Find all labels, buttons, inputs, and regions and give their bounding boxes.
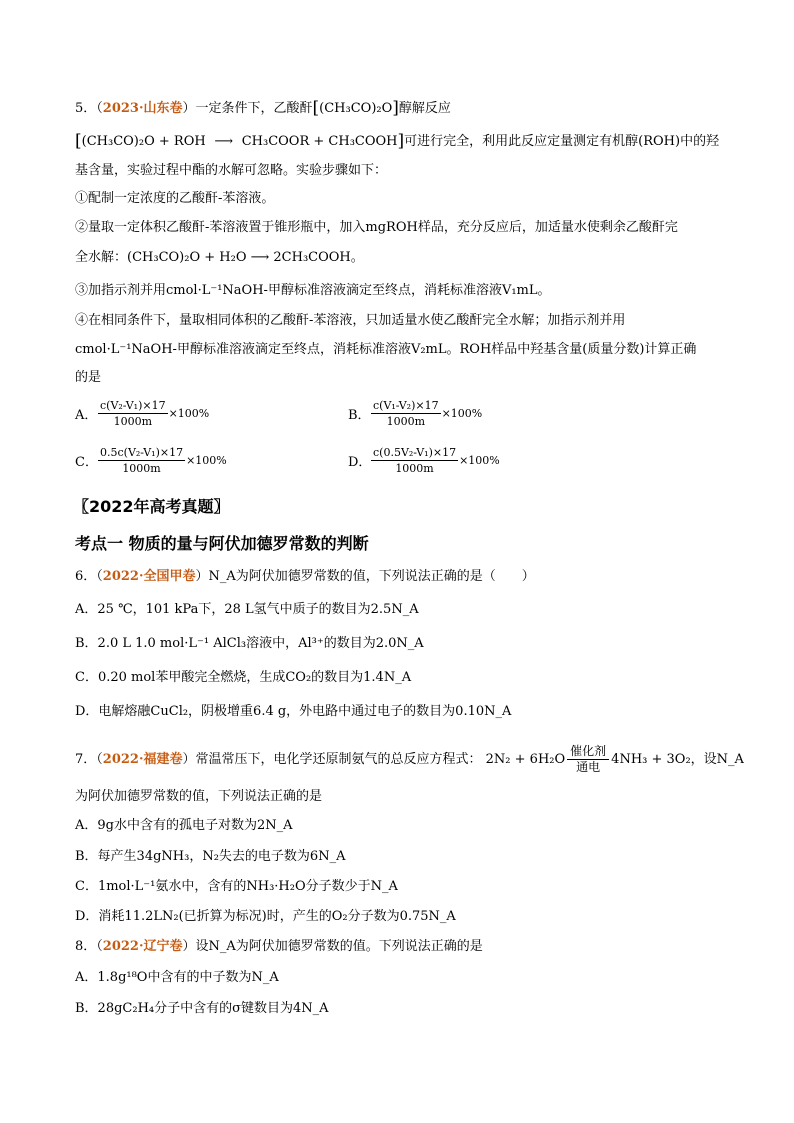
- q5-line2: [(CH₃CO)₂O + ROH ⟶ CH₃COOR + CH₃COOH]可进行完全，利用此反应定量测定有机醇(ROH)中的羟: [75, 131, 720, 151]
- q5-source: 2023·山东卷: [102, 101, 183, 116]
- q5-step3: ③加指示剂并用cmol·L⁻¹NaOH-甲醇标准溶液滴定至终点，消耗标准溶液V₁mL。: [75, 283, 551, 298]
- q8-stem: 8．（2022·辽宁卷）设N_A为阿伏加德罗常数的值。下列说法正确的是: [75, 939, 483, 954]
- q7-option-a[interactable]: A．9g水中含有的孤电子对数为2N_A: [75, 818, 293, 833]
- q5-reaction-lhs: (CH₃CO)₂O + ROH: [81, 134, 206, 149]
- q7-condition: 催化剂 通电: [567, 744, 609, 775]
- q5-hydrolysis-equation: (CH₃CO)₂O + H₂O ⟶ 2CH₃COOH: [127, 250, 351, 265]
- q5-option-c[interactable]: C． $\frac{\text{0.5c(V₂-V₁)×17}}{1000m}$ ×100%: [75, 446, 227, 475]
- q5-step4b: cmol·L⁻¹NaOH-甲醇标准溶液滴定至终点，消耗标准溶液V₂mL。ROH样品中羟基含量(质量分数)计算正确: [75, 342, 697, 357]
- q7-equation-rhs: 4NH₃ + 3O₂: [611, 752, 691, 767]
- q7-source: 2022·福建卷: [102, 752, 183, 767]
- q6-option-b[interactable]: B．2.0 L 1.0 mol·L⁻¹ AlCl₃溶液中，Al³⁺的数目为2.0N_A: [75, 636, 424, 651]
- q8-source: 2022·辽宁卷: [102, 939, 183, 954]
- q6-option-a[interactable]: A．25 ℃，101 kPa下，28 L氢气中质子的数目为2.5N_A: [75, 602, 419, 617]
- q5-number: 5．（: [75, 101, 103, 116]
- q5-option-a-fraction: $\frac{\text{c(V₂-V₁)×17}}{1000m}$: [100, 399, 166, 428]
- q5-option-d[interactable]: D． $\frac{\text{c(0.5V₂-V₁)×17}}{1000m}$ ×100%: [348, 446, 500, 475]
- q5-option-d-fraction: $\frac{\text{c(0.5V₂-V₁)×17}}{1000m}$: [373, 446, 457, 475]
- q6-source: 2022·全国甲卷: [102, 569, 196, 584]
- q7-stem-line2: 为阿伏加德罗常数的值，下列说法正确的是: [75, 789, 323, 804]
- q5-line3: 基含量，实验过程中酯的水解可忽略。实验步骤如下：: [75, 163, 388, 178]
- topic-title: 考点一 物质的量与阿伏加德罗常数的判断: [75, 534, 369, 553]
- q5-step1: ①配制一定浓度的乙酸酐-苯溶液。: [75, 191, 275, 206]
- q7-equation-lhs: 2N₂ + 6H₂O: [485, 752, 566, 767]
- q7-option-d[interactable]: D．消耗11.2LN₂(已折算为标况)时，产生的O₂分子数为0.75N_A: [75, 909, 456, 924]
- q5-step2a: ②量取一定体积乙酸酐-苯溶液置于锥形瓶中，加入mgROH样品，充分反应后，加适量水使剩余乙酸酐完: [75, 220, 678, 235]
- q7-option-b[interactable]: B．每产生34gNH₃，N₂失去的电子数为6N_A: [75, 849, 346, 864]
- q5-option-b-fraction: $\frac{\text{c(V₁-V₂)×17}}{1000m}$: [373, 399, 439, 428]
- q7-option-c[interactable]: C．1mol·L⁻¹氨水中，含有的NH₃·H₂O分子数少于N_A: [75, 879, 398, 894]
- q8-option-a[interactable]: A．1.8g¹⁸O中含有的中子数为N_A: [75, 970, 279, 985]
- q5-anhydride: (CH₃CO)₂O: [319, 101, 393, 116]
- q5-step4a: ④在相同条件下，量取相同体积的乙酸酐-苯溶液，只加适量水使乙酸酐完全水解；加指示剂并用: [75, 313, 626, 328]
- q8-option-b[interactable]: B．28gC₂H₄分子中含有的σ键数目为4N_A: [75, 1001, 329, 1016]
- q6-option-c[interactable]: C．0.20 mol苯甲酸完全燃烧，生成CO₂的数目为1.4N_A: [75, 670, 412, 685]
- q5-option-b[interactable]: B． $\frac{\text{c(V₁-V₂)×17}}{1000m}$ ×100%: [348, 399, 483, 428]
- q5-option-c-fraction: $\frac{\text{0.5c(V₂-V₁)×17}}{1000m}$: [100, 446, 184, 475]
- q6-option-d[interactable]: D．电解熔融CuCl₂，阴极增重6.4 g，外电路中通过电子的数目为0.10N_A: [75, 704, 512, 719]
- q5-option-a[interactable]: A． $\frac{\text{c(V₂-V₁)×17}}{1000m}$ ×100%: [75, 399, 210, 428]
- q5-line1: 5．（2023·山东卷）一定条件下，乙酸酐[(CH₃CO)₂O]醇解反应: [75, 98, 451, 118]
- q5-step4c: 的是: [75, 370, 102, 385]
- q5-reaction-rhs: CH₃COOR + CH₃COOH: [241, 134, 398, 149]
- q6-stem: 6．（2022·全国甲卷）N_A为阿伏加德罗常数的值，下列说法正确的是（ ）: [75, 569, 535, 584]
- q5-step2b: 全水解：(CH₃CO)₂O + H₂O ⟶ 2CH₃COOH。: [75, 250, 364, 265]
- q7-stem: 7．（2022·福建卷）常温常压下，电化学还原制氨气的总反应方程式： 2N₂ + 6H₂O 催化剂 通电 4NH₃ + 3O₂，设N_A: [75, 744, 744, 774]
- section-title: 〖2022年高考真题〗: [73, 497, 230, 516]
